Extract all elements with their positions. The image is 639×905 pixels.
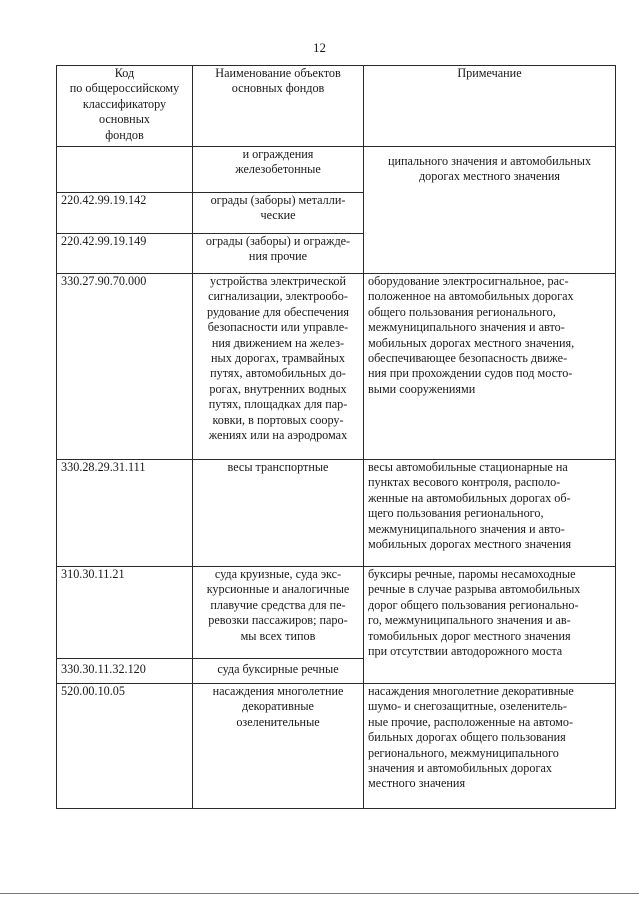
header-name-line: Наименование объектов [215, 66, 341, 80]
code-cell: 330.30.11.32.120 [57, 659, 193, 684]
note-line: положенное на автомобильных дорогах [368, 289, 574, 304]
name-line: суда буксирные речные [217, 662, 339, 676]
note-line: значения и автомобильных дорогах [368, 761, 552, 776]
note-line: при отсутствии автодорожного моста [368, 644, 563, 659]
note-line: буксиры речные, паромы несамоходные [368, 567, 576, 581]
note-cell [364, 147, 616, 274]
note-cell [364, 274, 616, 460]
name-line: насаждения многолетние [212, 684, 344, 698]
name-cell [193, 567, 364, 659]
name-line: путях, автомобильных до- [210, 366, 346, 381]
note-line: дорог общего пользования регионально- [368, 597, 579, 612]
note-line: дорогах местного значения [418, 169, 561, 184]
header-code-line: фондов [105, 127, 144, 142]
table-row [57, 274, 616, 460]
name-line: устройства электрической [210, 274, 346, 288]
note-line: щего пользования регионального, [368, 506, 544, 521]
note-line: женные на автомобильных дорогах об- [368, 490, 571, 505]
note-line: ципального значения и автомобильных [387, 154, 592, 168]
note-line: межмуниципального значения и авто- [368, 521, 565, 536]
header-code [57, 66, 193, 147]
table-row [57, 684, 616, 809]
code-cell [57, 147, 193, 193]
header-note [364, 66, 616, 147]
name-line: ния движением на желез- [211, 335, 345, 350]
note-line: весы автомобильные стационарные на [368, 460, 568, 474]
name-cell [193, 274, 364, 460]
name-line: мы всех типов [240, 628, 316, 643]
note-cell [364, 567, 616, 684]
name-line: рогах, внутренних водных [209, 381, 347, 396]
name-line: путях, площадках для пар- [208, 397, 348, 412]
note-line: бильных дорогах общего пользования [368, 730, 566, 745]
note-line: ния при прохождении судов под мосто- [368, 366, 573, 381]
code-cell: 520.00.10.05 [57, 684, 193, 809]
name-line: ограды (заборы) металли- [210, 193, 346, 207]
note-line: мобильных дорогах местного значения, [368, 335, 575, 350]
name-line: ческие [260, 208, 296, 223]
note-cell [364, 460, 616, 567]
table-row [57, 567, 616, 659]
table-header-row [57, 66, 616, 147]
header-name [193, 66, 364, 147]
name-line: плавучие средства для пе- [210, 597, 346, 612]
note-line: насаждения многолетние декоративные [368, 684, 574, 698]
note-line: мобильных дорогах местного значения [368, 537, 572, 552]
name-line: железобетонные [235, 162, 321, 177]
name-line: ограды (заборы) и огражде- [205, 234, 351, 248]
name-cell [193, 147, 364, 193]
name-cell [193, 234, 364, 274]
header-code-line: классификатору [82, 96, 167, 111]
page-number: 12 [313, 40, 326, 55]
note-line: речные в случае разрыва автомобильных [368, 582, 581, 597]
name-line: рудование для обеспечения [206, 304, 350, 319]
page-bottom-rule [0, 893, 639, 894]
name-line: курсионные и аналогичные [206, 582, 350, 597]
name-line: декоративные [242, 699, 314, 714]
note-line: оборудование электросигнальное, рас- [368, 274, 569, 288]
code-cell: 310.30.11.21 [57, 567, 193, 659]
name-line: ния прочие [248, 249, 308, 264]
name-line: весы транспортные [227, 460, 329, 474]
header-code-line: по общероссийскому [69, 81, 180, 96]
header-note-line: Примечание [457, 66, 522, 80]
header-name-line: основных фондов [231, 81, 325, 96]
note-line: томобильных дорог местного значения [368, 628, 571, 643]
name-cell [193, 460, 364, 567]
code-cell: 330.27.90.70.000 [57, 274, 193, 460]
name-line: жениях или на аэродромах [208, 428, 348, 443]
table-row [57, 460, 616, 567]
note-line: межмуниципального значения и авто- [368, 320, 565, 335]
note-line: ные прочие, расположенные на автомо- [368, 714, 574, 729]
note-line: местного значения [368, 776, 466, 791]
note-line: выми сооружениями [368, 381, 476, 396]
note-line: го, межмуниципального значения и ав- [368, 613, 571, 628]
header-code-line: Код [114, 66, 135, 80]
code-cell: 220.42.99.19.142 [57, 193, 193, 234]
note-cell [364, 684, 616, 809]
name-line: сигнализации, электрообо- [208, 289, 348, 304]
name-cell [193, 193, 364, 234]
name-line: ковки, в портовых соору- [212, 412, 344, 427]
name-line: ревозки пассажиров; паро- [208, 613, 348, 628]
note-line: обеспечивающее безопасность движе- [368, 351, 568, 366]
note-line: регионального, межмуниципального [368, 745, 559, 760]
name-line: безопасности или управле- [207, 320, 349, 335]
table-row [57, 147, 616, 193]
name-line: озеленительные [236, 714, 320, 729]
name-cell [193, 684, 364, 809]
name-line: и ограждения [242, 147, 314, 161]
note-line: шумо- и снегозащитные, озеленитель- [368, 699, 567, 714]
name-cell [193, 659, 364, 684]
header-code-line: основных [99, 112, 150, 127]
code-cell: 220.42.99.19.149 [57, 234, 193, 274]
code-cell: 330.28.29.31.111 [57, 460, 193, 567]
name-line: ных дорогах, трамвайных [211, 351, 345, 366]
fixed-assets-table [56, 65, 616, 809]
name-line: суда круизные, суда экс- [214, 567, 342, 581]
note-line: пунктах весового контроля, располо- [368, 475, 561, 490]
note-line: общего пользования регионального, [368, 304, 556, 319]
